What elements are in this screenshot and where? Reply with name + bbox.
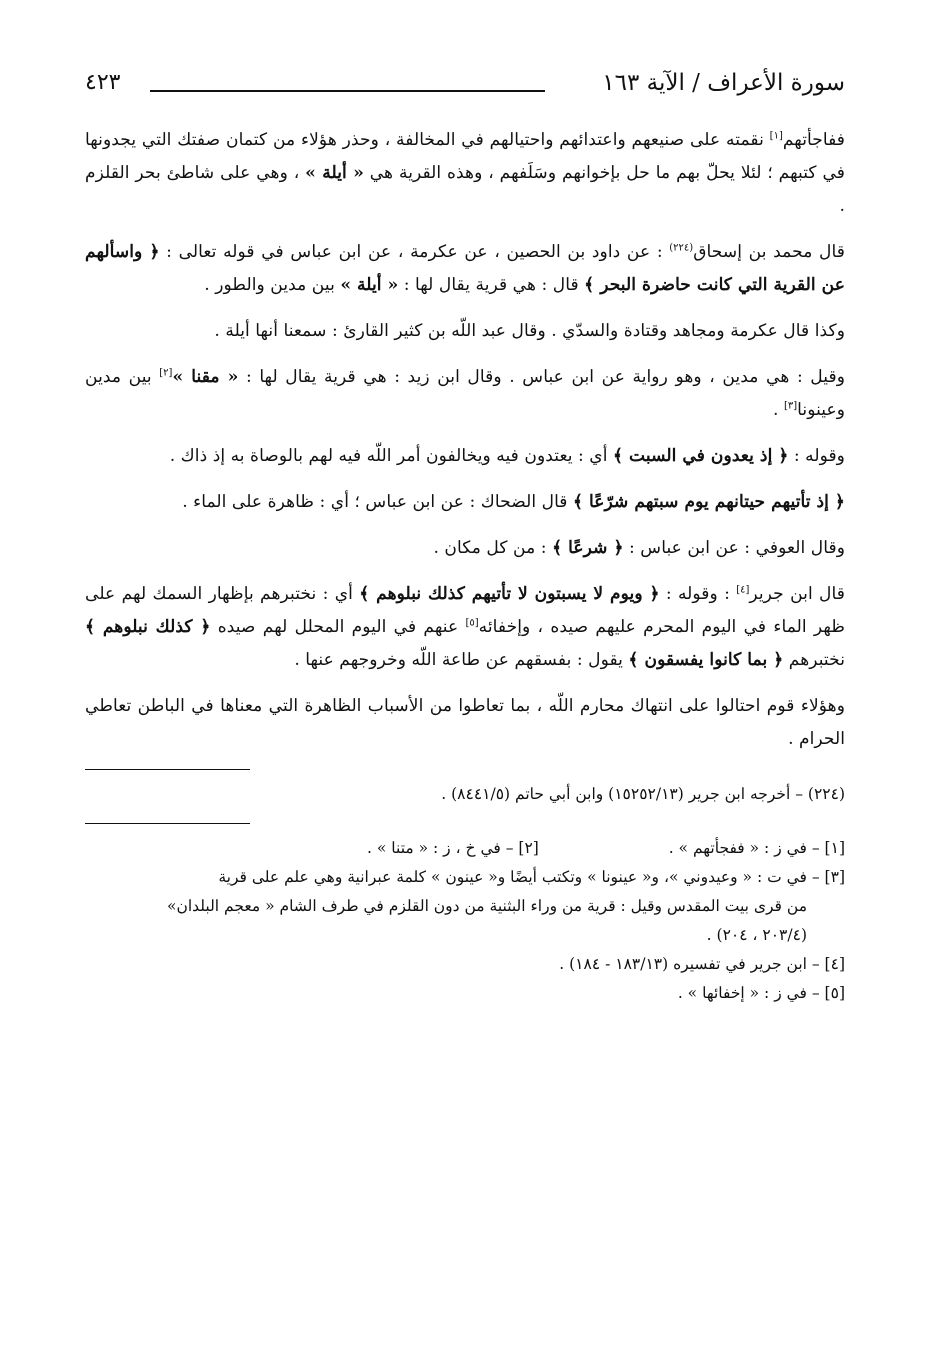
footnote-3-cont: (٢٠٣/٤ ، ٢٠٤) . [706, 926, 807, 944]
footnote-5: [٥] – في ز : « إخفائها » . [677, 984, 845, 1002]
footnote-marker: [٥] [465, 617, 479, 629]
paragraph-3 [85, 315, 845, 348]
text: نختبرهم [783, 650, 845, 670]
place-name: « أيلة » [305, 163, 364, 183]
place-name: « مقنا » [172, 367, 239, 387]
text: وقيل : هي مدين ، وهو رواية عن ابن عباس . وقال ابن زيد : هي قرية يقال لها : [238, 367, 846, 387]
footnote-marker: (٢٢٤) [669, 242, 694, 254]
text: عنهم في اليوم المحلل لهم صيده [210, 617, 466, 637]
footnote-separator [85, 823, 250, 824]
footnote-marker: [١] [769, 130, 783, 142]
editor-footnotes [85, 834, 845, 1008]
text: وقال العوفي : عن ابن عباس : [623, 538, 845, 558]
quran-verse: ﴿ بما كانوا يفسقون ﴾ [628, 650, 784, 670]
paragraph-9 [85, 690, 845, 756]
text: : من كل مكان . [433, 538, 553, 558]
reference-footnote: (٢٢٤) – أخرجه ابن جرير (١٥٢٥٢/١٣) وابن أبي حاتم (٨٤٤١/٥) . [441, 785, 845, 803]
text: قال : هي قرية يقال لها : [398, 275, 585, 295]
text: ففاجأتهم [782, 130, 845, 150]
text: وهؤلاء قوم احتالوا على انتهاك محارم اللّه ، بما تعاطوا من الأسباب الظاهرة التي معناها في الباطن تعاطي الحرام . [85, 696, 845, 749]
page-number: ٤٢٣ [85, 70, 121, 95]
text: قال محمد بن إسحاق [693, 242, 845, 262]
quran-verse: ﴿ واسألهم عن القرية التي كانت حاضرة البحر ﴾ [85, 242, 845, 295]
text: قال ابن جرير [749, 584, 845, 604]
text: ، وهي على شاطئ بحر القلزم . [85, 163, 845, 216]
text: أي : يعتدون فيه ويخالفون أمر اللّه فيه لهم بالوصاة به إذ ذاك . [169, 446, 613, 466]
paragraph-2 [85, 236, 845, 302]
text: نقمته على صنيعهم واعتدائهم واحتيالهم في المخالفة ، وحذر هؤلاء من كتمان صفتك التي يجدونها في كتبهم ؛ لئلا يحلّ بهم ما حل بإخوانهم وسَلَفهم ، وهذه القرية هي [85, 130, 845, 183]
text: قال الضحاك : عن ابن عباس ؛ أي : ظاهرة على الماء . [182, 492, 573, 512]
page-body [85, 124, 845, 1008]
surah-title: سورة الأعراف / الآية ١٦٣ [602, 70, 845, 96]
text: : وقوله : [659, 584, 737, 604]
footnote-1: [١] – في ز : « ففجأتهم » . [668, 839, 845, 857]
text: أي : نختبرهم بإظهار السمك لهم على ظهر الماء في اليوم المحرم عليهم صيده ، وإخفائه [85, 584, 845, 637]
footnote-marker: [٤] [736, 584, 750, 596]
text: وقوله : [788, 446, 845, 466]
quran-verse: ﴿ ويوم لا يسبتون لا تأتيهم كذلك نبلوهم ﴾ [359, 584, 660, 604]
header-rule [150, 90, 545, 92]
text: بين مدين وعينونا [85, 367, 845, 420]
quran-verse: ﴿ إذ تأتيهم حيتانهم يوم سبتهم شرّعًا ﴾ [572, 492, 845, 512]
footnote-marker: [٢] [159, 367, 173, 379]
place-name: « أيلة » [340, 275, 399, 295]
quran-verse: ﴿ إذ يعدون في السبت ﴾ [612, 446, 789, 466]
footnote-marker: [٣] [783, 400, 798, 412]
footnote-separator [85, 769, 250, 770]
text: وكذا قال عكرمة ومجاهد وقتادة والسدّي . وقال عبد اللّه بن كثير القارئ : سمعنا أنها أيلة . [214, 321, 845, 341]
text: يقول : بفسقهم عن طاعة اللّه وخروجهم عنها . [294, 650, 629, 670]
quran-verse: ﴿ شرعًا ﴾ [552, 538, 624, 558]
footnote-2: [٢] – في خ ، ز : « متنا » . [367, 839, 539, 857]
footnote-4: [٤] – ابن جرير في تفسيره (١٨٣/١٣ - ١٨٤) . [559, 955, 845, 973]
paragraph-1 [85, 124, 845, 223]
paragraph-4 [85, 361, 845, 427]
paragraph-7 [85, 532, 845, 565]
text: . [773, 400, 784, 420]
quran-verse: ﴿ كذلك نبلوهم ﴾ [85, 617, 211, 637]
footnote-1-2 [85, 834, 845, 863]
page-header [85, 70, 845, 110]
text: : عن داود بن الحصين ، عن عكرمة ، عن ابن عباس في قوله تعالى : [159, 242, 670, 262]
footnote-3: [٣] – في ت : « وعيدوني »، و« عينونا » وتكتب أيضًا و« عينون » كلمة عبرانية وهي علم على قرية [218, 868, 845, 886]
paragraph-6 [85, 486, 845, 519]
footnote-3-cont: من قرى بيت المقدس وقيل : قرية من وراء البثنية من دون القلزم في طرف الشام « معجم البلدان» [166, 897, 807, 915]
paragraph-8 [85, 578, 845, 677]
text: بين مدين والطور . [204, 275, 341, 295]
paragraph-5 [85, 440, 845, 473]
